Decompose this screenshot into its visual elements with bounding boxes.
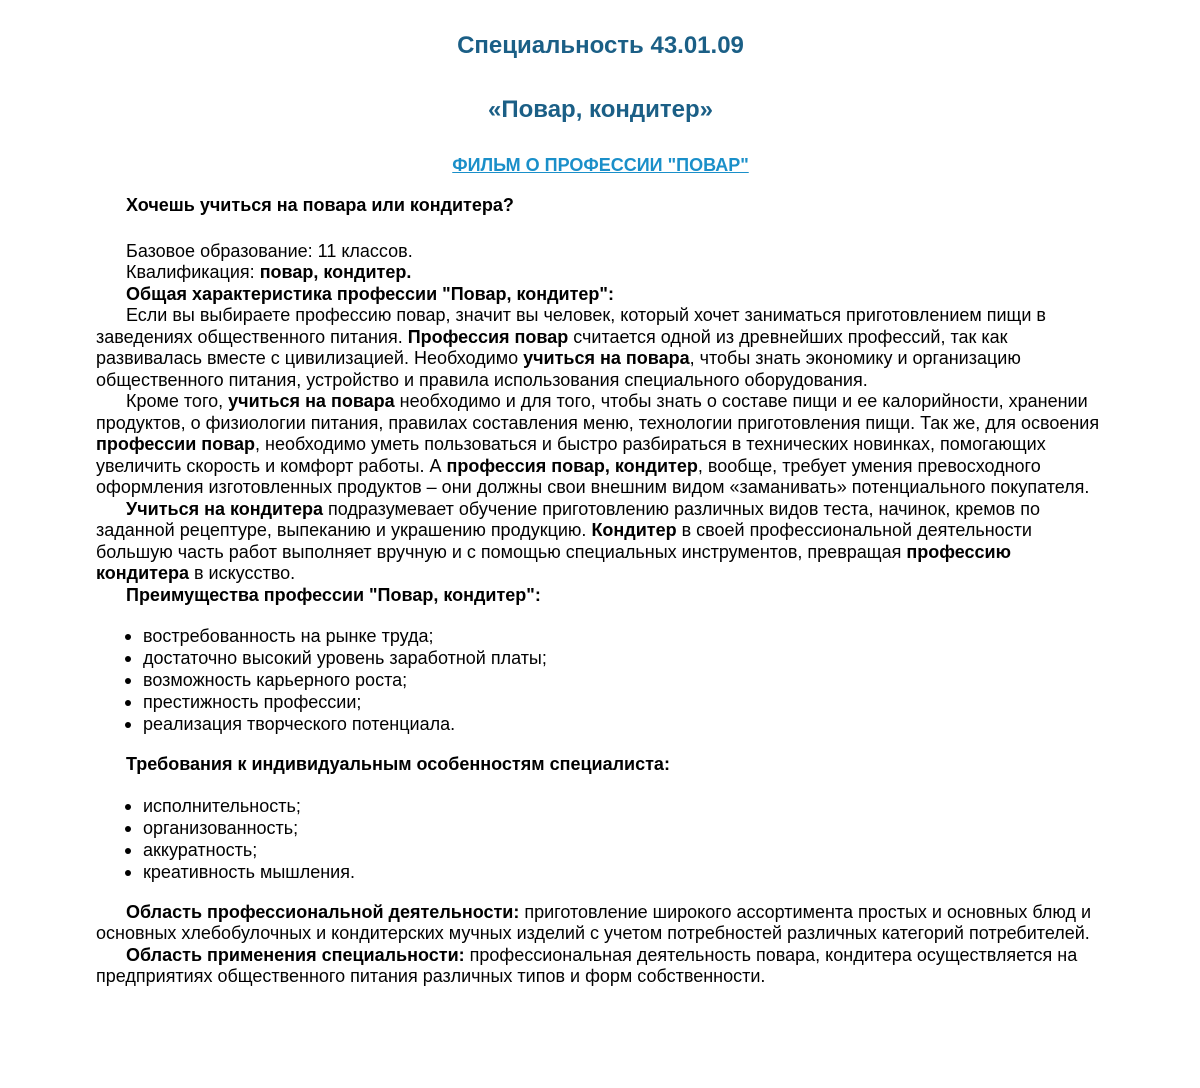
list-item: реализация творческого потенциала. [143, 713, 1105, 735]
list-item: престижность профессии; [143, 691, 1105, 713]
p2-bold-1: учиться на повара [228, 391, 395, 411]
application-text: профессиональная деятельность повара, кондитера осуществляется на предприятиях общественного питания различных типов и форм собственности. [96, 944, 1078, 986]
advantages-heading: Преимущества профессии "Повар, кондитер": [126, 584, 541, 605]
p3-bold-2: Кондитер [591, 520, 677, 540]
qualification-line [96, 262, 1105, 284]
p1-text-3: , чтобы знать экономику и организацию общественного питания, устройство и правила использования специального оборудования. [96, 348, 1021, 390]
activity-paragraph [96, 902, 1105, 945]
list-item: достаточно высокий уровень заработной платы; [143, 647, 1105, 669]
p2-text-4: , вообще, требует умения превосходного оформления изготовленных продуктов – они должны свои внешним видом «заманивать» потенциального покупателя. [96, 455, 1090, 497]
qualification-label: Квалификация: [126, 262, 260, 282]
requirements-list [96, 795, 1105, 883]
list-item: креативность мышления. [143, 861, 1105, 883]
p3-text-1: подразумевает обучение приготовлению различных видов теста, начинок, кремов по заданной рецептуре, выпеканию и украшению продукцию. [96, 498, 1040, 540]
advantages-list [96, 625, 1105, 735]
paragraph-2 [96, 391, 1105, 499]
p1-bold-1: Профессия повар [407, 326, 569, 347]
list-item: востребованность на рынке труда; [143, 625, 1105, 647]
p2-text-1: Кроме того, [126, 391, 229, 411]
film-link-container [96, 154, 1105, 176]
p2-text-3: , необходимо уметь пользоваться и быстро разбираться в технических новинках, помогающих увеличить скорость и комфорт работы. А [96, 434, 1046, 476]
paragraph-1 [96, 305, 1105, 391]
p3-text-2: в своей профессиональной деятельности большую часть работ выполняет вручную и с помощью специальных инструментов, превращая [96, 520, 1032, 562]
film-link[interactable]: ФИЛЬМ О ПРОФЕССИИ "ПОВАР" [452, 155, 749, 175]
p1-text-1: Если вы выбираете профессию повар, значит вы человек, который хочет заниматься приготовлением пищи в заведениях общественного питания. [96, 305, 1046, 347]
p2-bold-3: профессия повар, кондитер [446, 455, 698, 476]
p2-text-2: необходимо и для того, чтобы знать о составе пищи и ее калорийности, хранении продуктов, о физиологии питания, правилах составления меню, технологии приготовления пищи. Так же, для освоения [96, 391, 1100, 433]
lead-question: Хочешь учиться на повара или кондитера? [126, 195, 514, 215]
page-title: Специальность 43.01.09 [457, 32, 744, 59]
list-item: организованность; [143, 817, 1105, 839]
paragraph-3 [96, 499, 1105, 585]
list-item: аккуратность; [143, 839, 1105, 861]
page-subtitle: «Повар, кондитер» [488, 96, 713, 123]
main-text [96, 241, 1105, 607]
activity-text: приготовление широкого ассортимента простых и основных блюд и основных хлебобулочных и кондитерских мучных изделий с учетом потребностей различных категорий потребителей. [96, 901, 1092, 943]
application-paragraph [96, 945, 1105, 988]
p1-text-2: считается одной из древнейших профессий, так как развивалась вместе с цивилизацией. Необходимо [96, 326, 1008, 368]
p2-bold-2: профессии повар [96, 434, 256, 454]
qualification-value: повар, кондитер. [259, 262, 412, 282]
general-heading-text: Общая характеристика профессии "Повар, кондитер": [126, 283, 614, 304]
list-item: исполнительность; [143, 795, 1105, 817]
general-heading [96, 284, 1105, 306]
activity-label: Область профессиональной деятельности: [126, 901, 520, 922]
p3-text-3: в искусство. [188, 563, 296, 583]
application-label: Область применения специальности: [126, 944, 465, 965]
education-line: Базовое образование: 11 классов. [126, 240, 413, 261]
p3-bold-3: профессию кондитера [96, 541, 1011, 583]
requirements-heading: Требования к индивидуальным особенностям специалиста: [126, 754, 670, 774]
p1-bold-2: учиться на повара [523, 348, 690, 368]
list-item: возможность карьерного роста; [143, 669, 1105, 691]
scope-text [96, 902, 1105, 988]
p3-bold-1: Учиться на кондитера [126, 498, 323, 519]
